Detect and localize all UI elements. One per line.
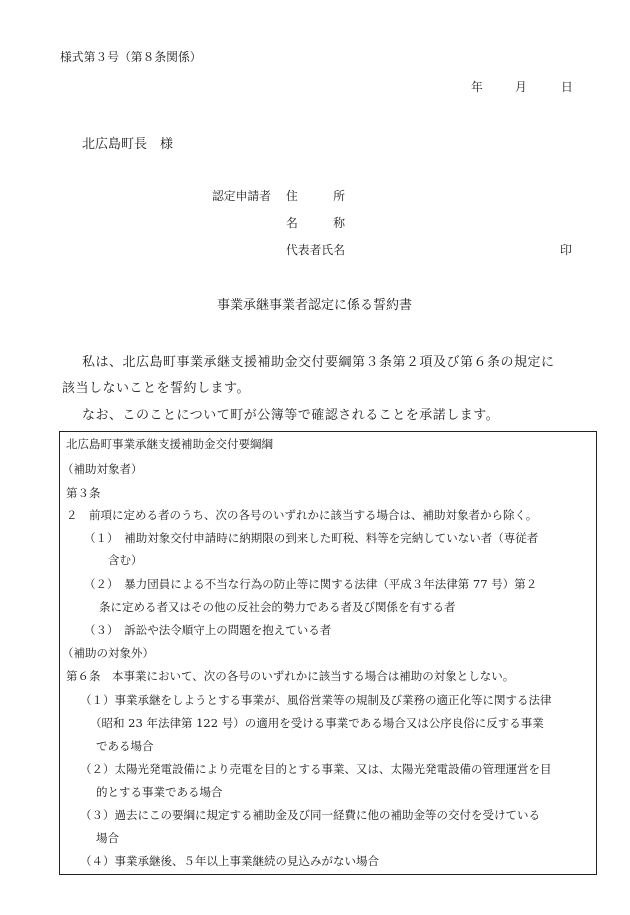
pledge-paragraph-line2: 該当しないことを誓約します。 — [62, 381, 250, 396]
section6-article: 第６条 本事業において、次の各号のいずれかに該当する場合は補助の対象としない。 — [66, 669, 515, 683]
name-label: 名 称 — [286, 216, 345, 230]
representative-label: 代表者氏名 — [286, 243, 345, 257]
s6-item1-line2: （昭和 23 年法律第 122 号）の適用を受ける事業である場合又は公序良俗に反する事業 — [90, 716, 544, 730]
address-label: 住 所 — [286, 189, 345, 203]
s3-item1-line1: （１） 補助対象交付申請時に納期限の到来した町税、料等を完納していない者（専従者 — [84, 531, 539, 545]
s3-item3: （３） 訴訟や法令順守上の問題を抱えている者 — [84, 623, 332, 637]
document-title: 事業承継事業者認定に係る誓約書 — [217, 298, 413, 313]
seal-mark: 印 — [560, 243, 572, 257]
s6-item3-line2: 場合 — [96, 831, 119, 845]
s6-item2-line1: （２）太陽光発電設備により売電を目的とする事業、又は、太陽光発電設備の管理運営を目 — [80, 762, 552, 776]
s6-item2-line2: 的とする事業である場合 — [96, 785, 223, 799]
s3-item1-line2: 含む） — [108, 553, 143, 567]
consent-paragraph: なお、このことについて町が公簿等で確認されることを承諾します。 — [82, 408, 500, 423]
s6-item1-line3: である場合 — [96, 739, 154, 753]
section6-caption: （補助の対象外） — [62, 646, 154, 660]
date-year-label: 年 — [471, 80, 483, 94]
addressee: 北広島町長 様 — [82, 137, 174, 152]
section3-article: 第３条 — [66, 486, 101, 500]
section3-item2: ２ 前項に定める者のうち、次の各号のいずれかに該当する場合は、補助対象者から除く。 — [66, 508, 538, 522]
s6-item4: （４）事業承継後、５年以上事業継続の見込みがない場合 — [80, 854, 379, 868]
section3-caption: （補助対象者） — [62, 462, 143, 476]
form-number: 様式第３号（第８条関係） — [60, 50, 202, 64]
s6-item3-line1: （３）過去にこの要綱に規定する補助金及び同一経費に他の補助金等の交付を受けている — [80, 808, 540, 822]
applicant-label: 認定申請者 — [212, 189, 271, 203]
date-month-label: 月 — [515, 80, 527, 94]
pledge-paragraph-line1: 私は、北広島町事業承継支援補助金交付要綱第３条第２項及び第６条の規定に — [82, 355, 555, 370]
date-day-label: 日 — [561, 80, 573, 94]
s3-item2-line2: 条に定める者又はその他の反社会的勢力である者及び関係を有する者 — [99, 600, 456, 614]
s3-item2-line1: （２） 暴力団員による不当な行為の防止等に関する法律（平成３年法律第 77 号）第２ — [84, 577, 538, 591]
excerpt-heading: 北広島町事業承継支援補助金交付要綱綱 — [66, 437, 273, 451]
s6-item1-line1: （１）事業承継をしようとする事業が、風俗営業等の規制及び業務の適正化等に関する法律 — [80, 693, 552, 707]
